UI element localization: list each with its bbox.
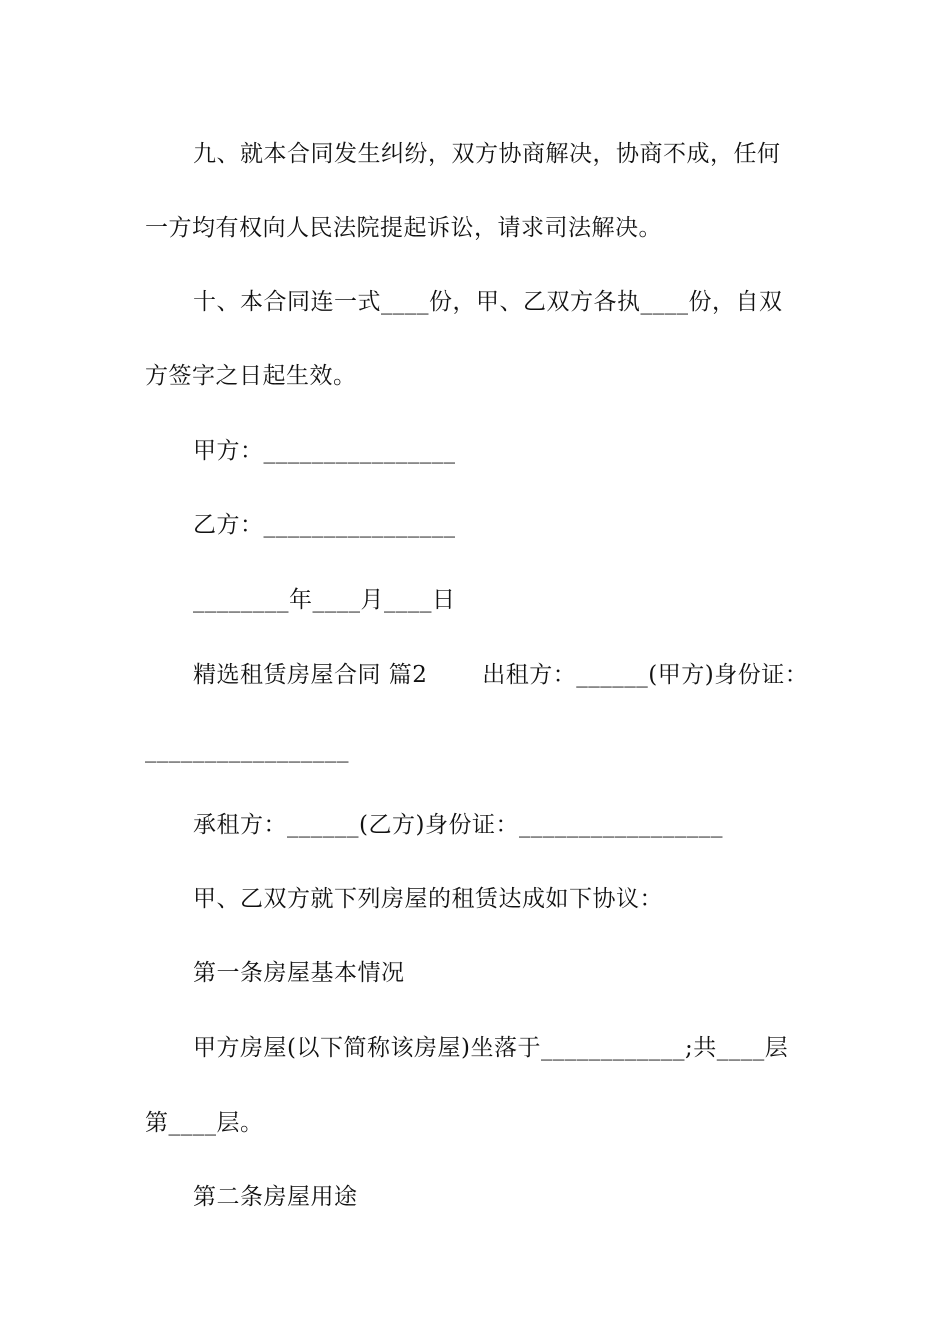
signature-date: ________年____月____日 [193,587,456,613]
clause-10-line-1: 十、本合同连一式____份，甲、乙双方各执____份，自双 [193,289,783,315]
contract-2-heading-line: 精选租赁房屋合同 篇2 出租方：______(甲方)身份证： [193,662,809,688]
article-1-line-2: 第____层。 [145,1110,264,1136]
article-2-title: 第二条房屋用途 [193,1184,358,1210]
clause-10-line-2: 方签字之日起生效。 [145,363,357,389]
article-1-title: 第一条房屋基本情况 [193,960,405,986]
clause-9-line-1: 九、就本合同发生纠纷，双方协商解决，协商不成，任何 [193,141,781,167]
party-a-signature: 甲方：________________ [193,438,456,464]
lessee-line: 承租方：______(乙方)身份证：_________________ [193,812,723,838]
article-1-line-1: 甲方房屋(以下简称该房屋)坐落于____________;共____层 [193,1035,789,1061]
lessor-id-line: _________________ [145,737,349,763]
clause-9-line-2: 一方均有权向人民法院提起诉讼，请求司法解决。 [145,215,662,241]
agreement-intro: 甲、乙双方就下列房屋的租赁达成如下协议： [193,886,663,912]
party-b-signature: 乙方：________________ [193,512,456,538]
